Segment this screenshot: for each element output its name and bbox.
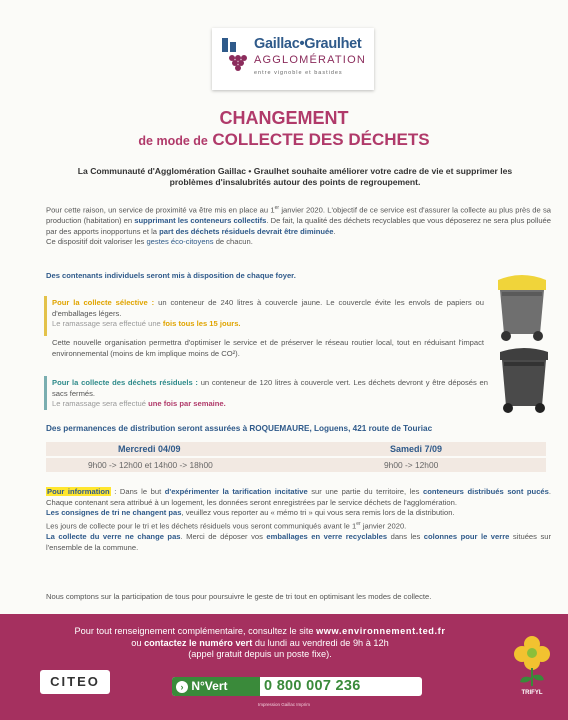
service-paragraph bbox=[46, 203, 551, 248]
p1-text-d: . De fait, la qualité des déchets recyclables que vous déposerez ne sera plus polluée par des apports inopportuns et la bbox=[46, 216, 551, 236]
selective-frequency-a: Le ramassage sera effectué une bbox=[52, 319, 163, 329]
info-text-j: . Merci de déposer vos bbox=[180, 531, 267, 541]
information-paragraph bbox=[46, 487, 551, 553]
p1-eco-gestures: gestes éco-citoyens bbox=[146, 237, 214, 247]
date-wednesday: Mercredi 04/09 bbox=[118, 444, 181, 454]
green-number-box[interactable] bbox=[172, 677, 422, 696]
residual-frequency-a: Le ramassage sera effectué bbox=[52, 399, 149, 409]
page-subtitle bbox=[0, 130, 568, 150]
agglomeration-logo bbox=[212, 28, 374, 90]
residual-bar bbox=[44, 376, 47, 410]
footer-text bbox=[40, 626, 480, 661]
info-tarification: d'expérimenter la tarification incitative bbox=[164, 487, 308, 496]
closing-text: Nous comptons sur la participation de tous pour poursuivre le geste de tri tout en optimisant les modes de collecte. bbox=[46, 592, 432, 601]
logo-tagline: entre vignoble et bastides bbox=[254, 70, 343, 76]
footer-line2-a: ou bbox=[131, 637, 145, 648]
selective-frequency-b: fois tous les 15 jours. bbox=[162, 319, 241, 329]
info-sup: er bbox=[356, 520, 361, 527]
p1-highlight-containers: supprimant les conteneurs collectifs bbox=[134, 216, 267, 226]
trifyl-label: TRIFYL bbox=[521, 690, 543, 696]
green-number: 0 800 007 236 bbox=[264, 678, 361, 694]
p1-text-f: . bbox=[333, 226, 336, 236]
citeo-logo: CITEO bbox=[40, 670, 110, 694]
printer-credit: Impression Gaillac Imprim bbox=[257, 702, 310, 707]
selective-bar bbox=[44, 296, 47, 336]
page-title: CHANGEMENT bbox=[219, 108, 349, 128]
residual-frequency-b: une fois par semaine. bbox=[148, 399, 226, 409]
intro-text: La Communauté d'Agglomération Gaillac • Graulhet souhaite améliorer votre cadre de vie et supprimer les problèmes d'insalubrités autour des points de regroupement. bbox=[77, 166, 513, 187]
residual-text: un conteneur de 120 litres à couvercle vert. Les déchets devront y être déposés en sacs fermés. bbox=[52, 378, 489, 398]
info-glass-packaging: emballages en verre recyclables bbox=[266, 531, 388, 541]
subtitle-main: COLLECTE DES DÉCHETS bbox=[212, 130, 430, 149]
info-text-l: dans les bbox=[387, 531, 424, 541]
footer-website-link[interactable]: www.environnement.ted.fr bbox=[316, 626, 446, 636]
info-text-h2: janvier 2020. bbox=[360, 521, 407, 531]
selective-section bbox=[52, 298, 484, 330]
trifyl-flower-icon bbox=[510, 628, 554, 708]
footer-green-number-text: contactez le numéro vert bbox=[144, 637, 253, 648]
selective-text: un conteneur de 240 litres à couvercle jaune. Le couvercle évite les envols de papiers ou d'emballages légers. bbox=[52, 298, 485, 318]
p1-text-g: Ce dispositif doit valoriser les bbox=[46, 237, 147, 247]
p1-text-i: de chacun. bbox=[213, 237, 253, 247]
selective-label: Pour la collecte sélective : bbox=[52, 298, 155, 307]
info-text-g: , veuillez vous reporter au « mémo tri » qui vous sera remis lors de la distribution. bbox=[181, 508, 455, 518]
selective-more: Cette nouvelle organisation permettra d'optimiser le service et de préserver le réseau routier local, tout en réduisant l'impact environnemental (moins de km implique moins de CO²). bbox=[52, 338, 484, 358]
logo-subtitle: AGGLOMÉRATION bbox=[254, 54, 366, 66]
footer-line2-c: du lundi au vendredi de 9h à 12h bbox=[252, 637, 389, 648]
logo-name: Gaillac•Graulhet bbox=[254, 36, 362, 52]
residual-label: Pour la collecte des déchets résiduels : bbox=[52, 378, 198, 387]
residual-section bbox=[52, 378, 488, 410]
info-text-c: sur une partie du territoire, les bbox=[307, 487, 423, 496]
yellow-bin-icon bbox=[492, 270, 552, 342]
info-glass-columns: colonnes pour le verre bbox=[423, 531, 510, 541]
info-text-n: situées sur l'ensemble de la commune. bbox=[46, 531, 551, 552]
info-text-e: . Chaque contenant sera attribué à un logement, les données seront enregistrées par le service déchets de l'agglomération. bbox=[46, 487, 551, 507]
info-glass: La collecte du verre ne change pas bbox=[46, 531, 181, 541]
green-number-label-text: N°Vert bbox=[191, 679, 228, 693]
trifyl-logo bbox=[510, 628, 554, 708]
info-sorting-rules: Les consignes de tri ne changent pas bbox=[46, 508, 182, 518]
info-text-h: Les jours de collecte pour le tri et les déchets résiduels vous seront communiqués avant le 1 bbox=[46, 521, 357, 531]
info-chipped: conteneurs distribués sont pucés bbox=[422, 487, 549, 496]
containers-announcement: Des contenants individuels seront mis à disposition de chaque foyer. bbox=[46, 271, 296, 280]
p1-text-b: janvier 2020. L'objectif de ce service est d'assurer la collecte au plus près de sa production (habitation) en bbox=[46, 205, 552, 226]
p1-sup: er bbox=[274, 205, 280, 211]
p1-highlight-residual: part des déchets résiduels devrait être diminuée bbox=[159, 226, 334, 236]
subtitle-prefix: de mode de bbox=[138, 134, 208, 148]
green-number-label bbox=[172, 677, 260, 696]
residual-bin-icon bbox=[496, 344, 552, 414]
distribution-heading: Des permanences de distribution seront assurées à ROQUEMAURE, Loguens, 421 route de Touriac bbox=[46, 424, 433, 433]
info-label: Pour information bbox=[47, 487, 110, 496]
footer-line1-a: Pour tout renseignement complémentaire, consultez le site bbox=[74, 626, 317, 636]
hours-wednesday: 9h00 -> 12h00 et 14h00 -> 18h00 bbox=[88, 460, 213, 470]
hours-saturday: 9h00 -> 12h00 bbox=[384, 460, 439, 470]
info-text-a: : Dans le but bbox=[110, 487, 165, 496]
footer-line3: (appel gratuit depuis un poste fixe). bbox=[188, 649, 332, 659]
phone-icon: › bbox=[176, 681, 188, 693]
p1-text-a: Pour cette raison, un service de proximité va être mis en place au 1 bbox=[46, 205, 275, 215]
date-saturday: Samedi 7/09 bbox=[390, 444, 443, 454]
logo-mark-icon bbox=[220, 36, 252, 72]
